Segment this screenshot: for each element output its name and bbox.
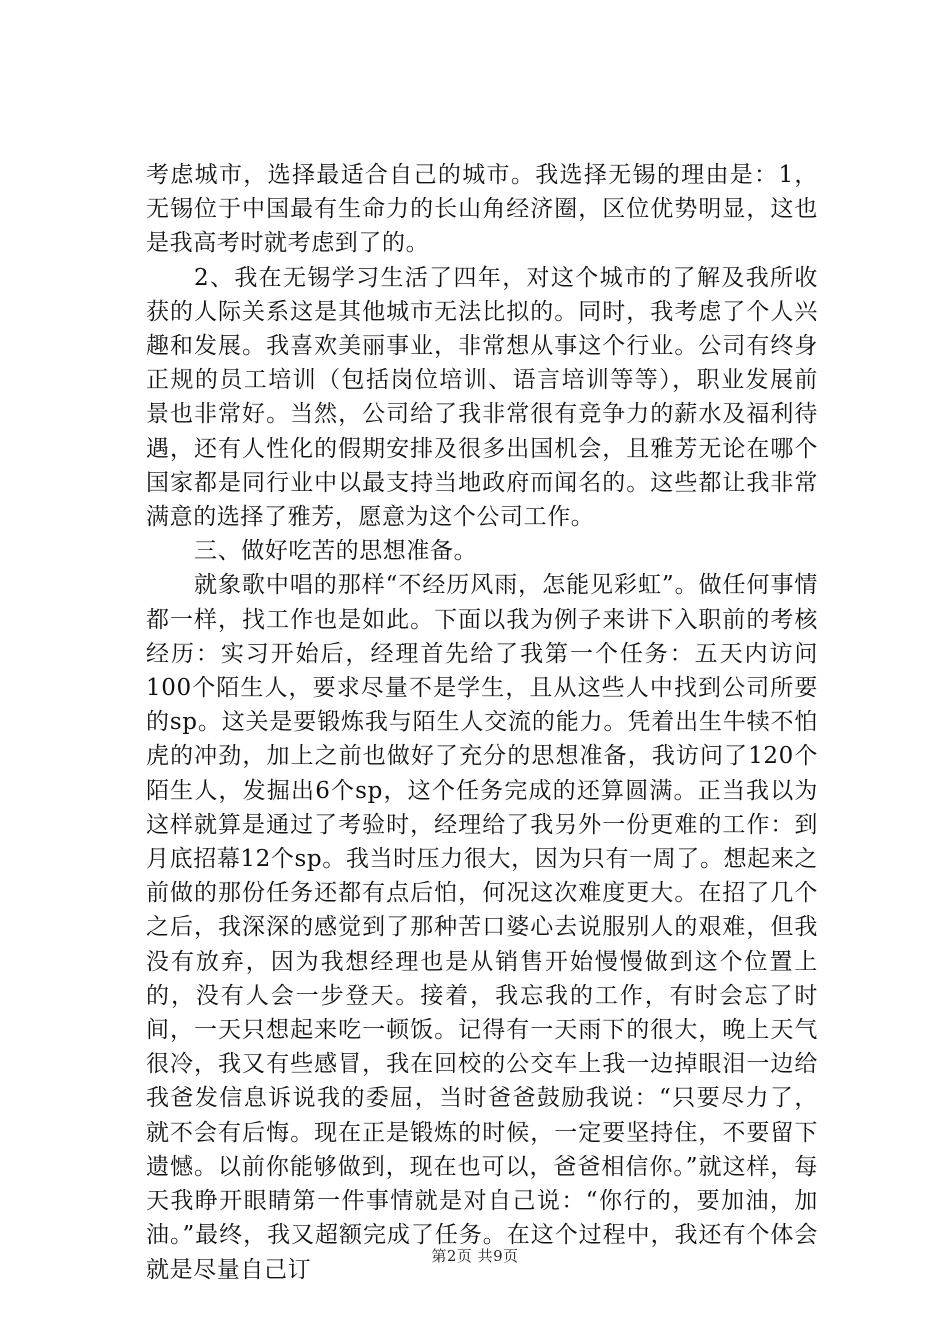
- document-body: [146, 158, 818, 1287]
- paragraph-3: 就象歌中唱的那样“不经历风雨，怎能见彩虹”。做任何事情都一样，找工作也是如此。下面以我为例子来讲下入职前的考核经历：实习开始后，经理首先给了我第一个任务：五天内访问100个陌生人，要求尽量不是学生，且从这些人中找到公司所要的sp。这关是要锻炼我与陌生人交流的能力。凭着出生牛犊不怕虎的冲劲，加上之前也做好了充分的思想准备，我访问了120个陌生人，发掘出6个sp，这个任务完成的还算圆满。正当我以为这样就算是通过了考验时，经理给了我另外一份更难的工作：到月底招幕12个sp。我当时压力很大，因为只有一周了。想起来之前做的那份任务还都有点后怕，何况这次难度更大。在招了几个之后，我深深的感觉到了那种苦口婆心去说服别人的艰难，但我没有放弃，因为我想经理也是从销售开始慢慢做到这个位置上的，没有人会一步登天。接着，我忘我的工作，有时会忘了时间，一天只想起来吃一顿饭。记得有一天雨下的很大，晚上天气很冷，我又有些感冒，我在回校的公交车上我一边掉眼泪一边给我爸发信息诉说我的委屈，当时爸爸鼓励我说：“只要尽力了，就不会有后悔。现在正是锻炼的时候，一定要坚持住，不要留下遗憾。以前你能够做到，现在也可以，爸爸相信你。”就这样，每天我睁开眼睛第一件事情就是对自己说：“你行的，要加油，加油。”最终，我又超额完成了任务。在这个过程中，我还有个体会就是尽量自己订: [146, 572, 818, 1283]
- section-heading: 三、做好吃苦的思想准备。: [194, 538, 478, 565]
- page-number: 第2页 共9页: [431, 1247, 519, 1265]
- paragraph-1: 考虑城市，选择最适合自己的城市。我选择无锡的理由是：1，无锡位于中国最有生命力的长山角经济圈，区位优势明显，这也是我高考时就考虑到了的。: [146, 162, 818, 257]
- paragraph-2: 2、我在无锡学习生活了四年，对这个城市的了解及我所收获的人际关系这是其他城市无法比拟的。同时，我考虑了个人兴趣和发展。我喜欢美丽事业，非常想从事这个行业。公司有终身正规的员工培训（包括岗位培训、语言培训等等），职业发展前景也非常好。当然，公司给了我非常很有竞争力的薪水及福利待遇，还有人性化的假期安排及很多出国机会，且雅芳无论在哪个国家都是同行业中以最支持当地政府而闻名的。这些都让我非常满意的选择了雅芳，愿意为这个公司工作。: [146, 264, 818, 531]
